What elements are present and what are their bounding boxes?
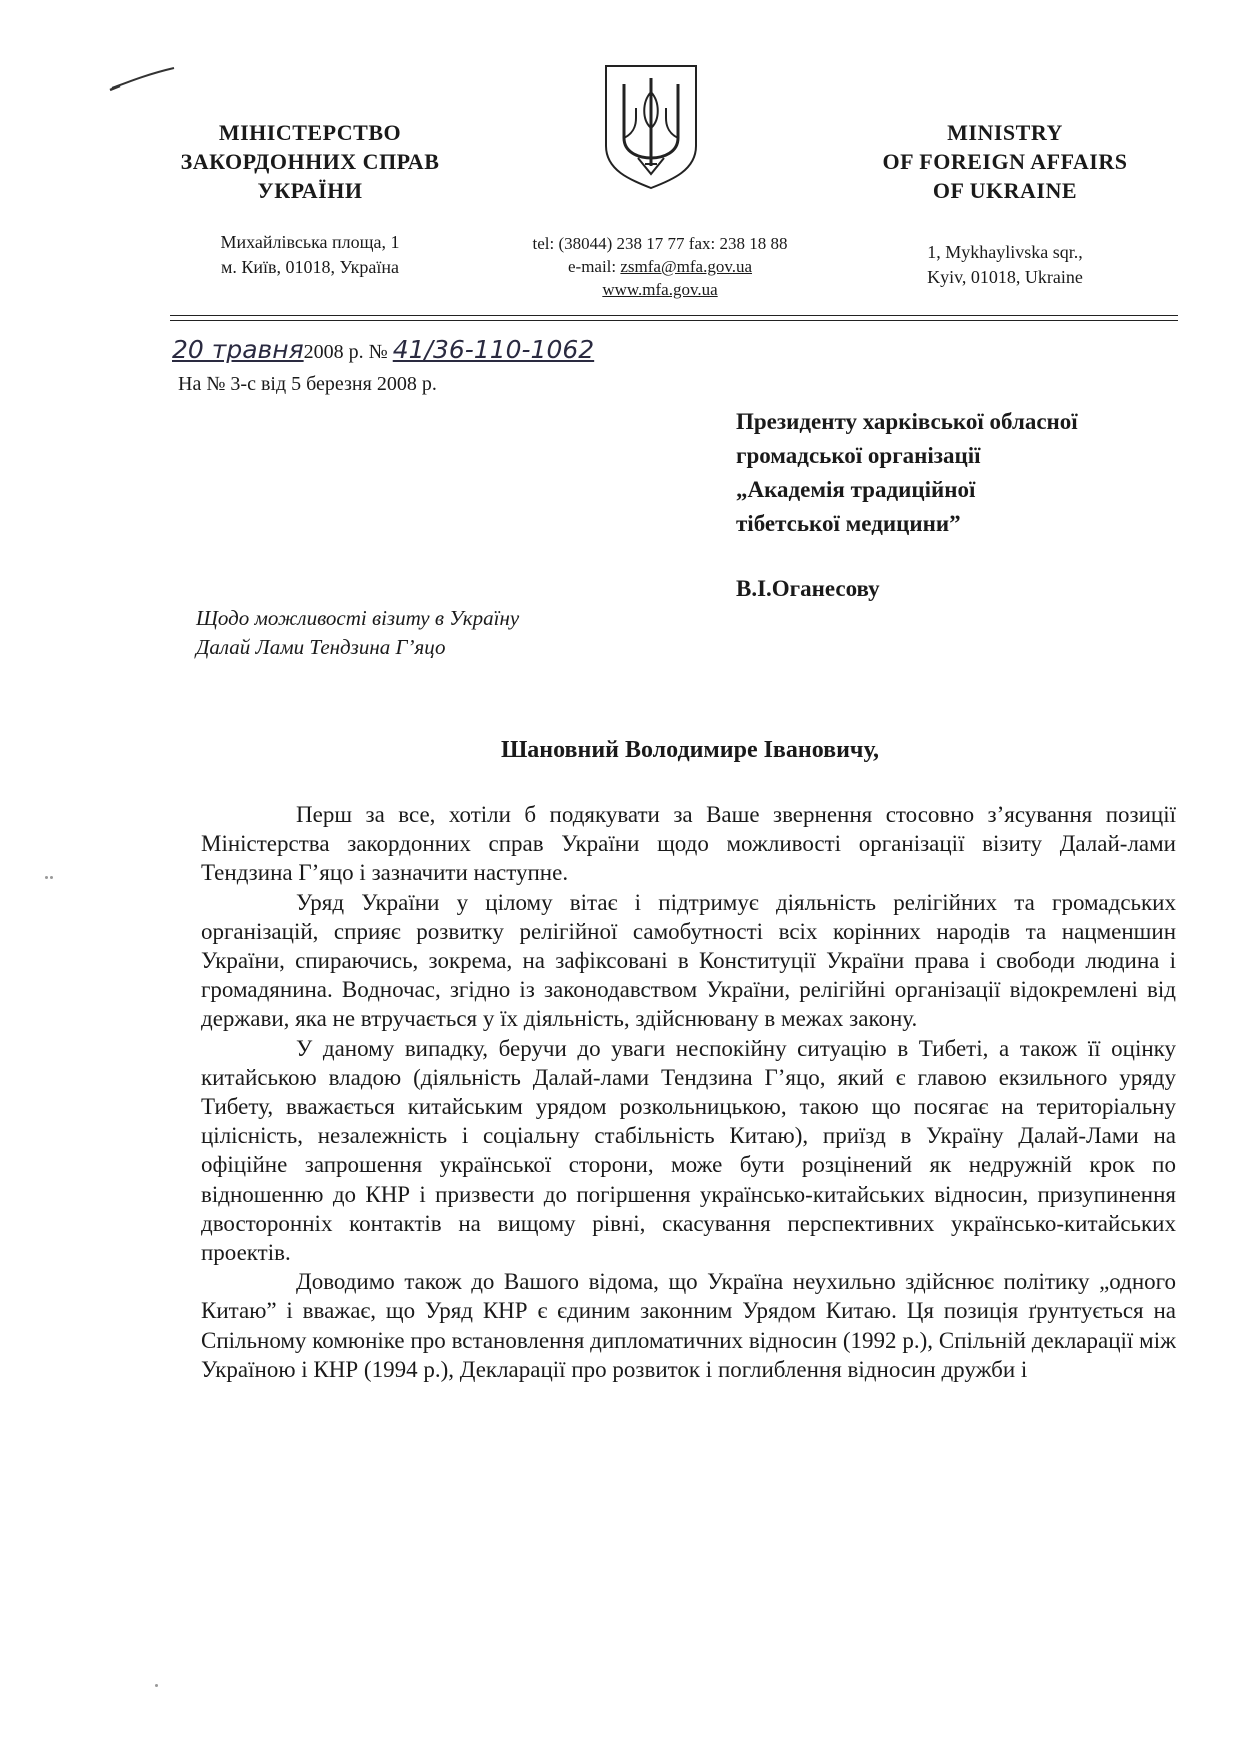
contact-block	[480, 232, 840, 301]
email-line: e-mail: zsmfa@mfa.gov.ua	[567, 257, 753, 276]
registration-line	[172, 335, 595, 364]
salutation: Шановний Володимире Івановичу,	[500, 737, 880, 763]
body-paragraph: У даному випадку, беручи до уваги неспокійну ситуацію в Тибеті, а також її оцінку китайською владою (діяльність Далай-лами Тендзина Г’яцо, який є главою екзильного уряду Тибету, вважається китайським урядом розкольницькою, такою що посягає на територіальну цілісність, незалежність і соціальну стабільність Китаю), приїзд в Україну Далай-Лами на офіційне запрошення української сторони, може бути розцінений як недружній крок по відношенню до КНР і призвести до погіршення українсько-китайських відносин, призупинення двосторонніх контактів на вищому рівні, скасування перспективних українсько-китайських проектів.	[201, 1035, 1176, 1266]
scan-speck	[45, 876, 48, 879]
ministry-title-ua: МІНІСТЕРСТВО ЗАКОРДОННИХ СПРАВ УКРАЇНИ	[180, 120, 440, 203]
addressee-name: В.І.Оганесову	[736, 576, 880, 601]
website-link[interactable]: www.mfa.gov.ua	[602, 280, 718, 299]
ministry-address-ua: Михайлівська площа, 1 м. Київ, 01018, Україна	[220, 232, 400, 277]
phone-fax: tel: (38044) 238 17 77 fax: 238 18 88	[532, 234, 788, 253]
handwritten-date: 20 травня	[172, 335, 304, 364]
body-paragraph: Уряд України у цілому вітає і підтримує діяльність релігійних та громадських організацій, сприяє розвитку релігійної самобутності всіх корінних народів та нацменшин України, спираючись, зокрема, на зафіксовані в Конституції України права і свободи людина і громадянина. Водночас, згідно із законодавством України, релігійні організації відокремлені від держави, яка не втручається у їх діяльність, здійснювану в межах закону.	[201, 889, 1176, 1032]
scan-speck	[155, 1684, 158, 1687]
year-label: 2008 р. №	[303, 341, 388, 363]
body-paragraph: Доводимо також до Вашого відома, що Україна неухильно здійснює політику „одного Китаю” і вважає, що Уряд КНР є єдиним законним Урядом Китаю. Ця позиція ґрунтується на Спільному комюніке про встановлення дипломатичних відносин (1992 р.), Спільній декларації між Україною і КНР (1994 р.), Декларації про розвиток і поглиблення відносин дружби і	[201, 1269, 1176, 1382]
reference-line: На № 3-с від 5 березня 2008 р.	[178, 373, 437, 395]
subject-line: Щодо можливості візиту в Україну Далай Лами Тендзина Г’яцо	[196, 606, 520, 659]
handwritten-number: 41/36-110-1062	[392, 335, 595, 364]
header-rule-top	[170, 315, 1178, 316]
addressee-block: Президенту харківської обласної громадської організації „Академія традиційної тібетської медицини”	[736, 409, 1078, 536]
ministry-title-en: MINISTRY OF FOREIGN AFFAIRS OF UKRAINE	[882, 120, 1128, 203]
body-paragraph: Перш за все, хотіли б подякувати за Ваше звернення стосовно з’ясування позиції Міністерства закордонних справ України щодо можливості організації візиту Далай-лами Тендзина Г’яцо і зазначити наступне.	[201, 802, 1176, 886]
email-link[interactable]: zsmfa@mfa.gov.ua	[620, 257, 753, 276]
scan-speck	[50, 876, 53, 879]
pen-mark	[108, 64, 178, 94]
trident-coat-of-arms-icon	[602, 62, 700, 192]
ministry-address-en: 1, Mykhaylivska sqr., Kyiv, 01018, Ukraine	[927, 242, 1083, 287]
header-rule-bottom	[170, 320, 1178, 321]
letter-body	[201, 800, 1176, 1384]
